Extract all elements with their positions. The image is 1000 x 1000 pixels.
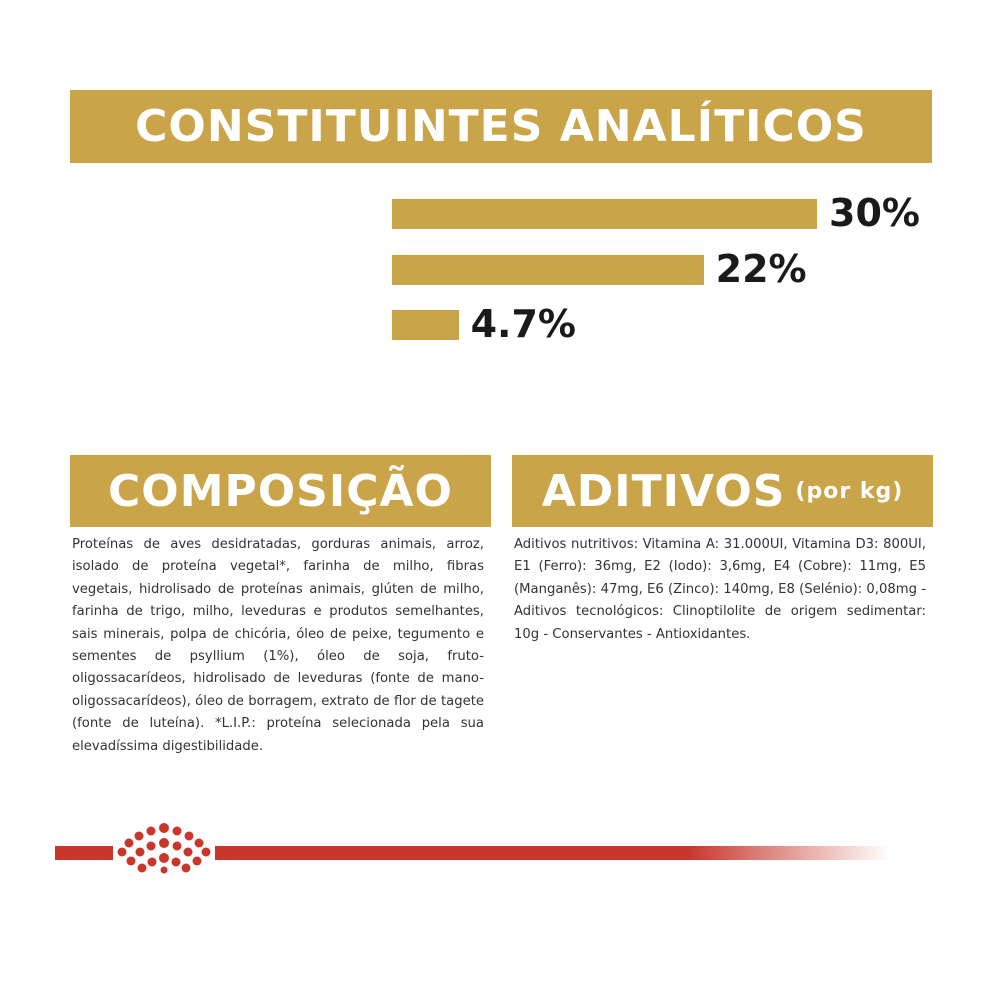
footer-line-right [215, 846, 890, 860]
aditivos-text: Aditivos nutritivos: Vitamina A: 31.000UI, Vitamina D3: 800UI, E1 (Ferro): 36mg, E2 (Iodo): 3,6mg, E4 (Cobre): 11mg, E5 (Manganês): 47mg, E6 (Zinco): 140mg, E8 (Selénio): 0,08mg - Aditivos tecnológicos: Clinoptilolite de origem sedimentar: 10g - Conservantes - Antioxidantes. [514, 537, 926, 642]
row-value: 4.7% [470, 302, 576, 346]
row-value: 22% [715, 247, 807, 291]
row-bar [392, 310, 459, 340]
row-bar [392, 255, 704, 285]
royal-crown-icon [115, 822, 213, 874]
row-bar [392, 199, 817, 229]
analiticos-title: CONSTITUINTES ANALÍTICOS [135, 101, 867, 152]
composicao-text: Proteínas de aves desidratadas, gorduras animais, arroz, isolado de proteína vegetal*, farinha de milho, fibras vegetais, hidrolisado de proteínas animais, glúten de milho, farinha de trigo, milho, leveduras e produtos semelhantes, sais minerais, polpa de chicória, óleo de peixe, tegumento e sementes de psyllium (1%), óleo de soja, fruto-oligossacarídeos, hidrolisado de leveduras (fonte de mano-oligossacarídeos), óleo de borragem, extrato de flor de tagete (fonte de luteína). *L.I.P.: proteína selecionada pela sua elevadíssima digestibilidade. [72, 537, 484, 754]
composicao-banner [70, 455, 491, 527]
aditivos-subtitle: (por kg) [795, 478, 904, 504]
analiticos-banner [70, 90, 932, 163]
row-value: 30% [829, 191, 920, 235]
aditivos-title: ADITIVOS [541, 465, 786, 517]
composicao-title: COMPOSIÇÃO [108, 465, 453, 517]
footer-line-left [55, 846, 113, 860]
aditivos-banner [512, 455, 933, 527]
